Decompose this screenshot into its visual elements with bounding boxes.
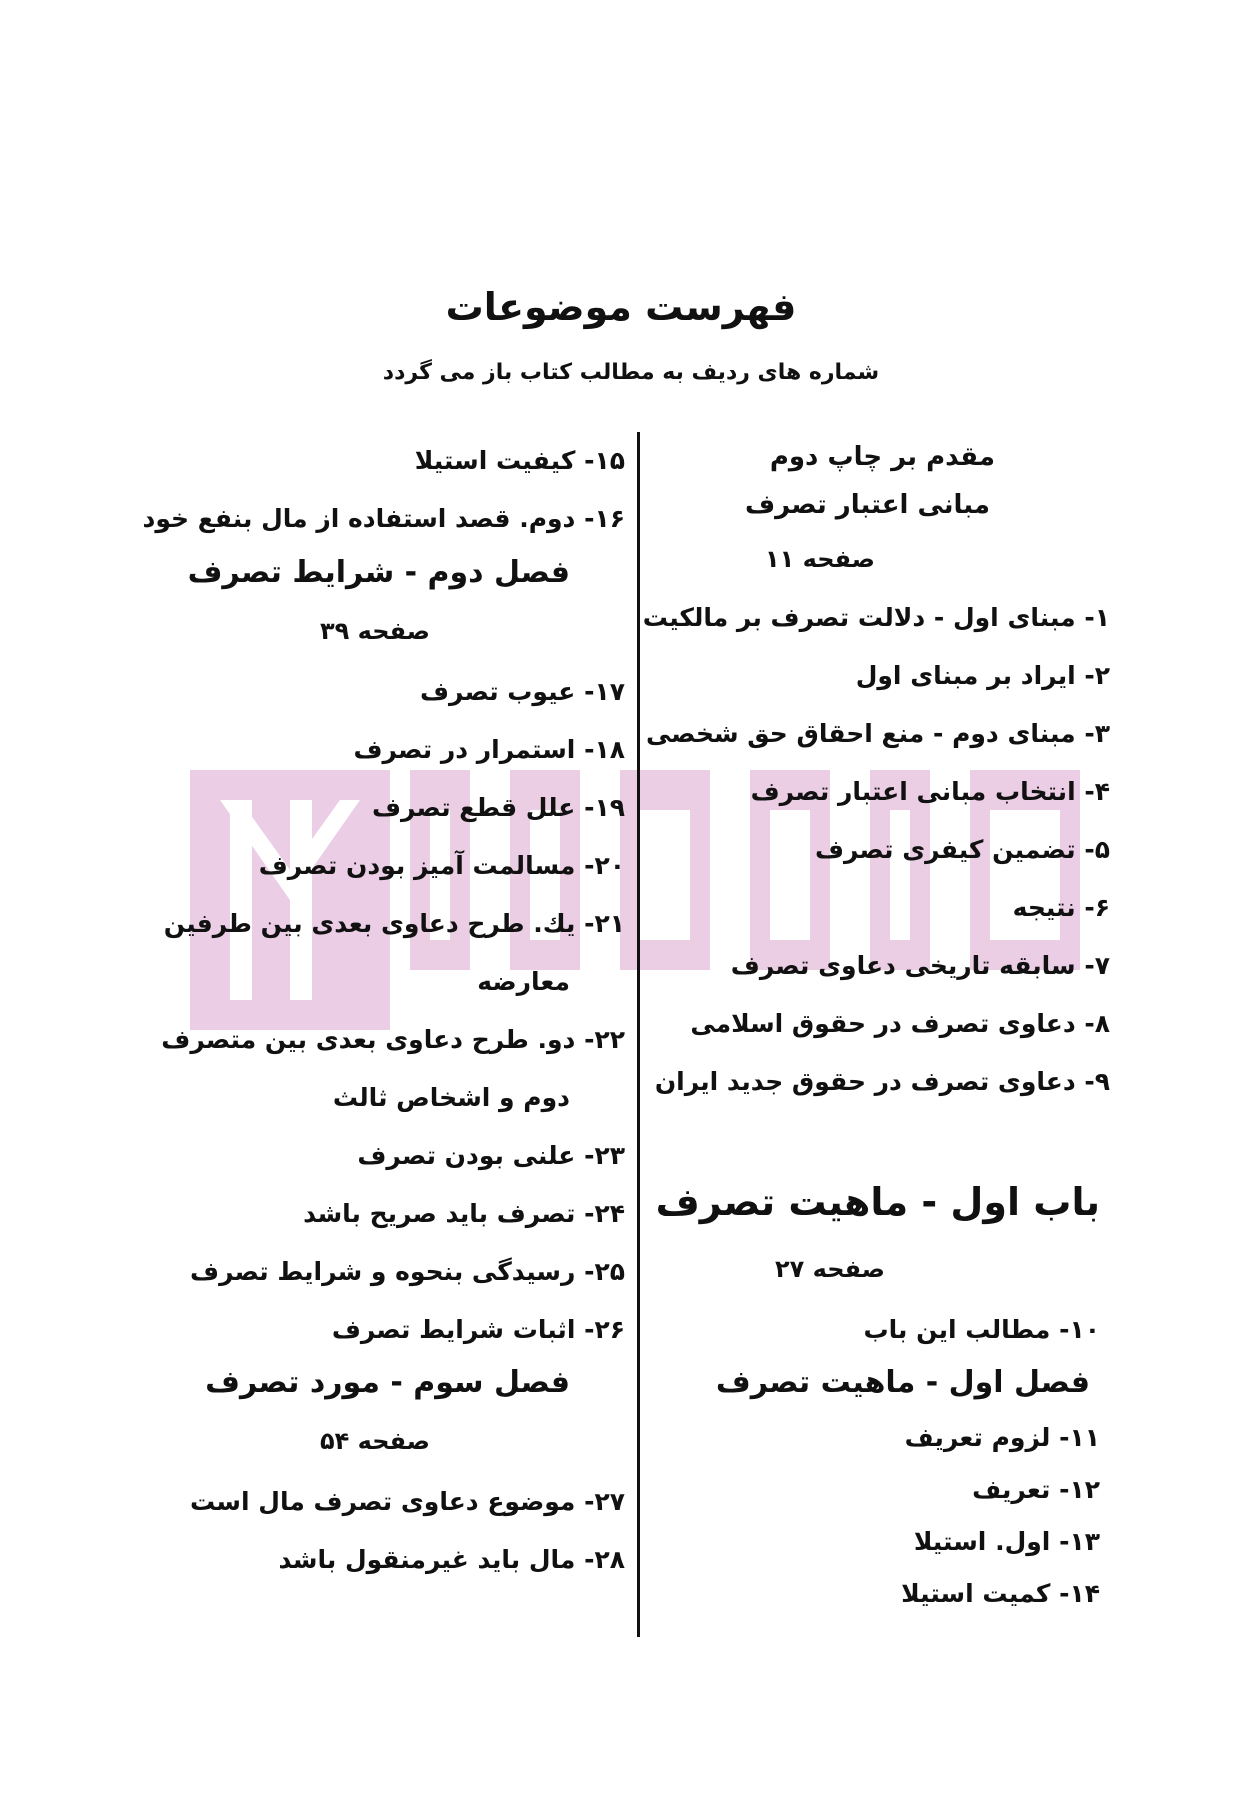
toc-entry: ۲۱- یك. طرح دعاوی بعدی بین طرفین bbox=[163, 909, 625, 938]
toc-entry: ۱۰- مطالب این باب bbox=[863, 1315, 1100, 1344]
toc-entry: ۹- دعاوی تصرف در حقوق جدید ایران bbox=[654, 1067, 1110, 1096]
toc-entry: ۱۴- کمیت استیلا bbox=[901, 1579, 1100, 1608]
section-page-ref: صفحه ۲۷ bbox=[775, 1255, 885, 1283]
chapter-heading: فصل دوم - شرایط تصرف bbox=[187, 555, 570, 590]
page-title: فهرست موضوعات bbox=[445, 285, 797, 329]
chapter-heading: فصل سوم - مورد تصرف bbox=[205, 1365, 570, 1400]
page-subtitle: شماره های ردیف به مطالب کتاب باز می گردد bbox=[382, 360, 880, 385]
toc-entry: ۱- مبنای اول - دلالت تصرف بر مالکیت bbox=[642, 603, 1110, 632]
section-heading: باب اول - ماهیت تصرف bbox=[655, 1180, 1100, 1224]
column-divider bbox=[637, 432, 640, 1637]
toc-entry: ۲- ایراد بر مبنای اول bbox=[855, 661, 1110, 690]
toc-entry: ۲۰- مسالمت آمیز بودن تصرف bbox=[258, 851, 625, 880]
toc-entry: ۱۵- کیفیت استیلا bbox=[414, 446, 625, 475]
toc-entry: ۶- نتیجه bbox=[1012, 893, 1110, 922]
toc-entry-continuation: معارضه bbox=[477, 967, 570, 996]
toc-entry-continuation: دوم و اشخاص ثالث bbox=[332, 1083, 570, 1112]
toc-entry: ۲۸- مال باید غیرمنقول باشد bbox=[278, 1545, 625, 1574]
intro-page-ref: صفحه ۱۱ bbox=[765, 545, 875, 573]
toc-entry: ۲۲- دو. طرح دعاوی بعدی بین متصرف bbox=[161, 1025, 625, 1054]
toc-entry: ۱۳- اول. استیلا bbox=[913, 1527, 1100, 1556]
toc-entry: ۲۳- علنی بودن تصرف bbox=[357, 1141, 625, 1170]
toc-entry: ۲۷- موضوع دعاوی تصرف مال است bbox=[189, 1487, 625, 1516]
intro-heading: مقدم بر چاپ دوم bbox=[769, 442, 995, 472]
toc-entry: ۷- سابقه تاریخی دعاوی تصرف bbox=[730, 951, 1110, 980]
chapter-page-ref: صفحه ۵۴ bbox=[320, 1427, 430, 1455]
toc-entry: ۲۶- اثبات شرایط تصرف bbox=[331, 1315, 625, 1344]
toc-entry: ۱۶- دوم. قصد استفاده از مال بنفع خود bbox=[142, 504, 625, 533]
chapter-page-ref: صفحه ۳۹ bbox=[320, 617, 430, 645]
toc-entry: ۲۵- رسیدگی بنحوه و شرایط تصرف bbox=[190, 1257, 625, 1286]
chapter-heading: فصل اول - ماهیت تصرف bbox=[715, 1365, 1090, 1400]
toc-entry: ۴- انتخاب مبانی اعتبار تصرف bbox=[750, 777, 1110, 806]
toc-entry: ۱۲- تعریف bbox=[972, 1475, 1100, 1504]
toc-entry: ۱۷- عیوب تصرف bbox=[419, 677, 625, 706]
toc-entry: ۱۹- علل قطع تصرف bbox=[371, 793, 625, 822]
toc-entry: ۱۸- استمرار در تصرف bbox=[353, 735, 625, 764]
toc-entry: ۸- دعاوی تصرف در حقوق اسلامی bbox=[690, 1009, 1110, 1038]
toc-entry: ۲۴- تصرف باید صریح باشد bbox=[303, 1199, 625, 1228]
toc-entry: ۵- تضمین کیفری تصرف bbox=[814, 835, 1110, 864]
left-column bbox=[142, 0, 630, 1804]
toc-entry: ۳- مبنای دوم - منع احقاق حق شخصی bbox=[646, 719, 1110, 748]
toc-entry: ۱۱- لزوم تعریف bbox=[904, 1423, 1100, 1452]
right-column bbox=[642, 0, 1120, 1804]
intro-subheading: مبانی اعتبار تصرف bbox=[744, 490, 990, 520]
